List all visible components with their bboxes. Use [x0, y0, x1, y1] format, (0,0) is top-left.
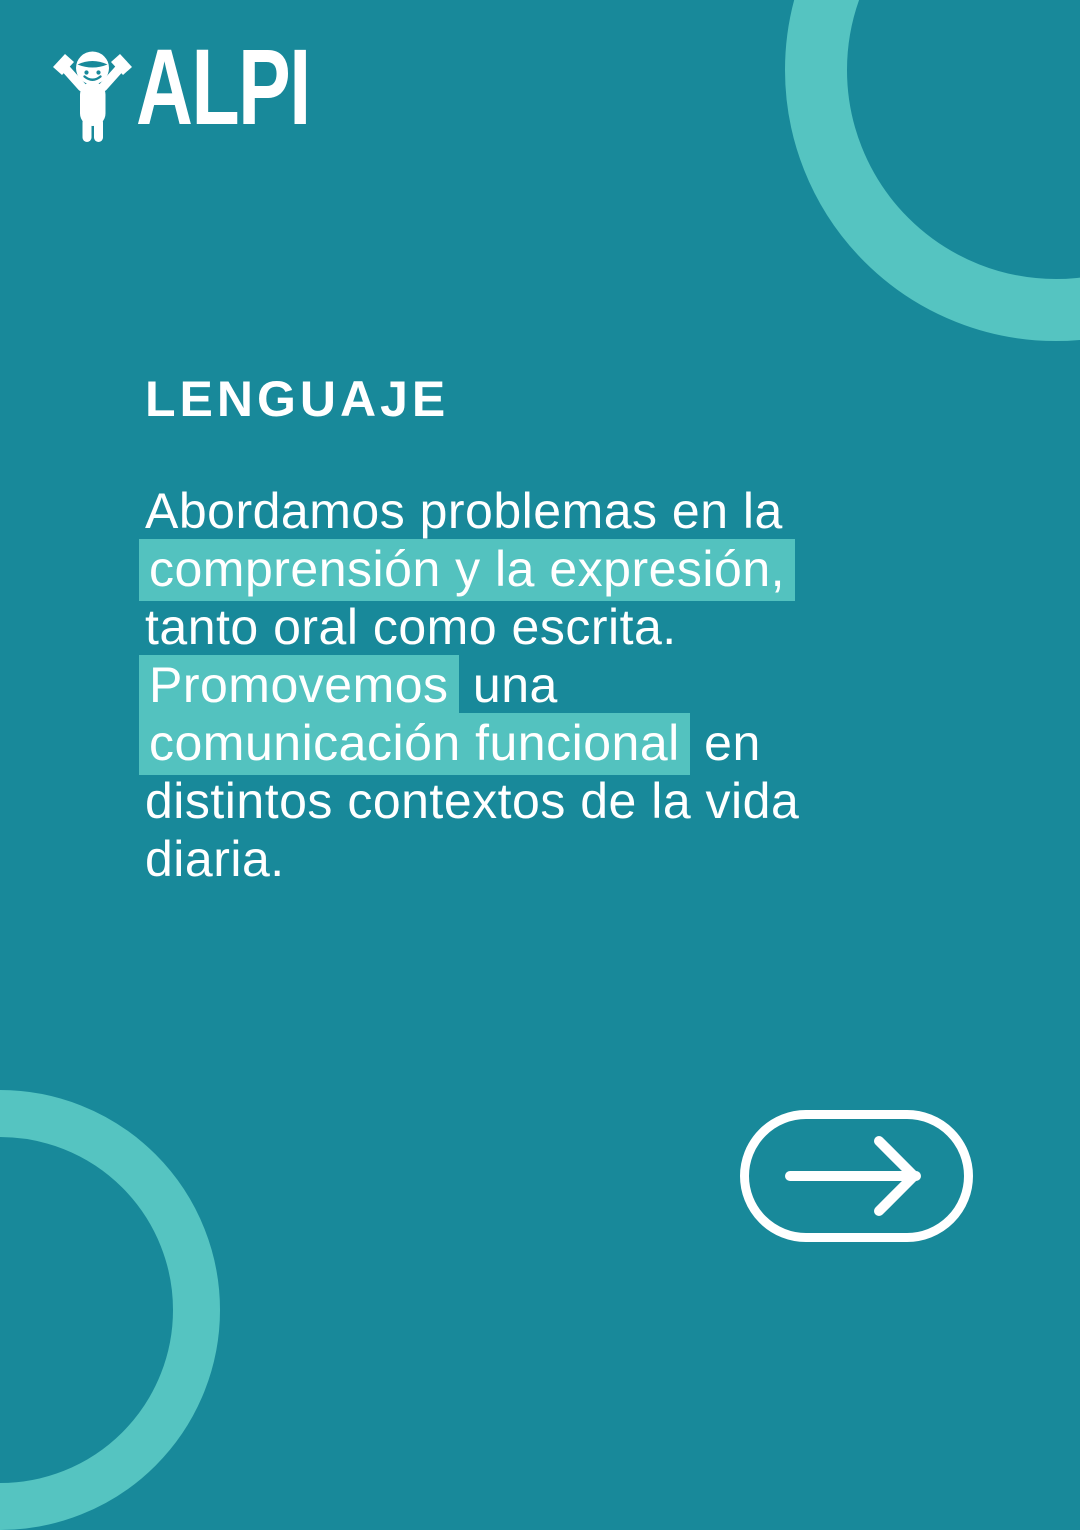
highlighted-text-segment: comunicación funcional	[139, 713, 690, 775]
text-line	[145, 598, 945, 656]
highlighted-text-segment: Promovemos	[139, 655, 459, 717]
text-segment: en	[689, 715, 761, 771]
logo-brand-text: ALPI	[136, 26, 310, 147]
next-button[interactable]	[740, 1110, 973, 1242]
child-figure-icon	[48, 40, 140, 144]
arrow-right-icon	[782, 1134, 932, 1218]
text-line	[145, 830, 945, 888]
text-line	[145, 482, 945, 540]
body-text	[145, 482, 945, 888]
section-title: LENGUAJE	[145, 370, 450, 427]
text-segment: distintos contextos de la vida	[145, 773, 800, 829]
highlighted-text-segment: comprensión y la expresión,	[139, 539, 795, 601]
alpi-logo	[48, 26, 378, 150]
text-segment: diaria.	[145, 831, 285, 887]
text-line	[145, 772, 945, 830]
text-segment: una	[458, 657, 558, 713]
text-line	[145, 714, 945, 772]
text-line	[145, 656, 945, 714]
decorative-ring-bottom-left	[0, 1090, 220, 1530]
decorative-ring-top-right	[785, 0, 1080, 341]
text-segment: tanto oral como escrita.	[145, 599, 677, 655]
text-line	[145, 540, 945, 598]
text-segment: Abordamos problemas en la	[145, 483, 783, 539]
